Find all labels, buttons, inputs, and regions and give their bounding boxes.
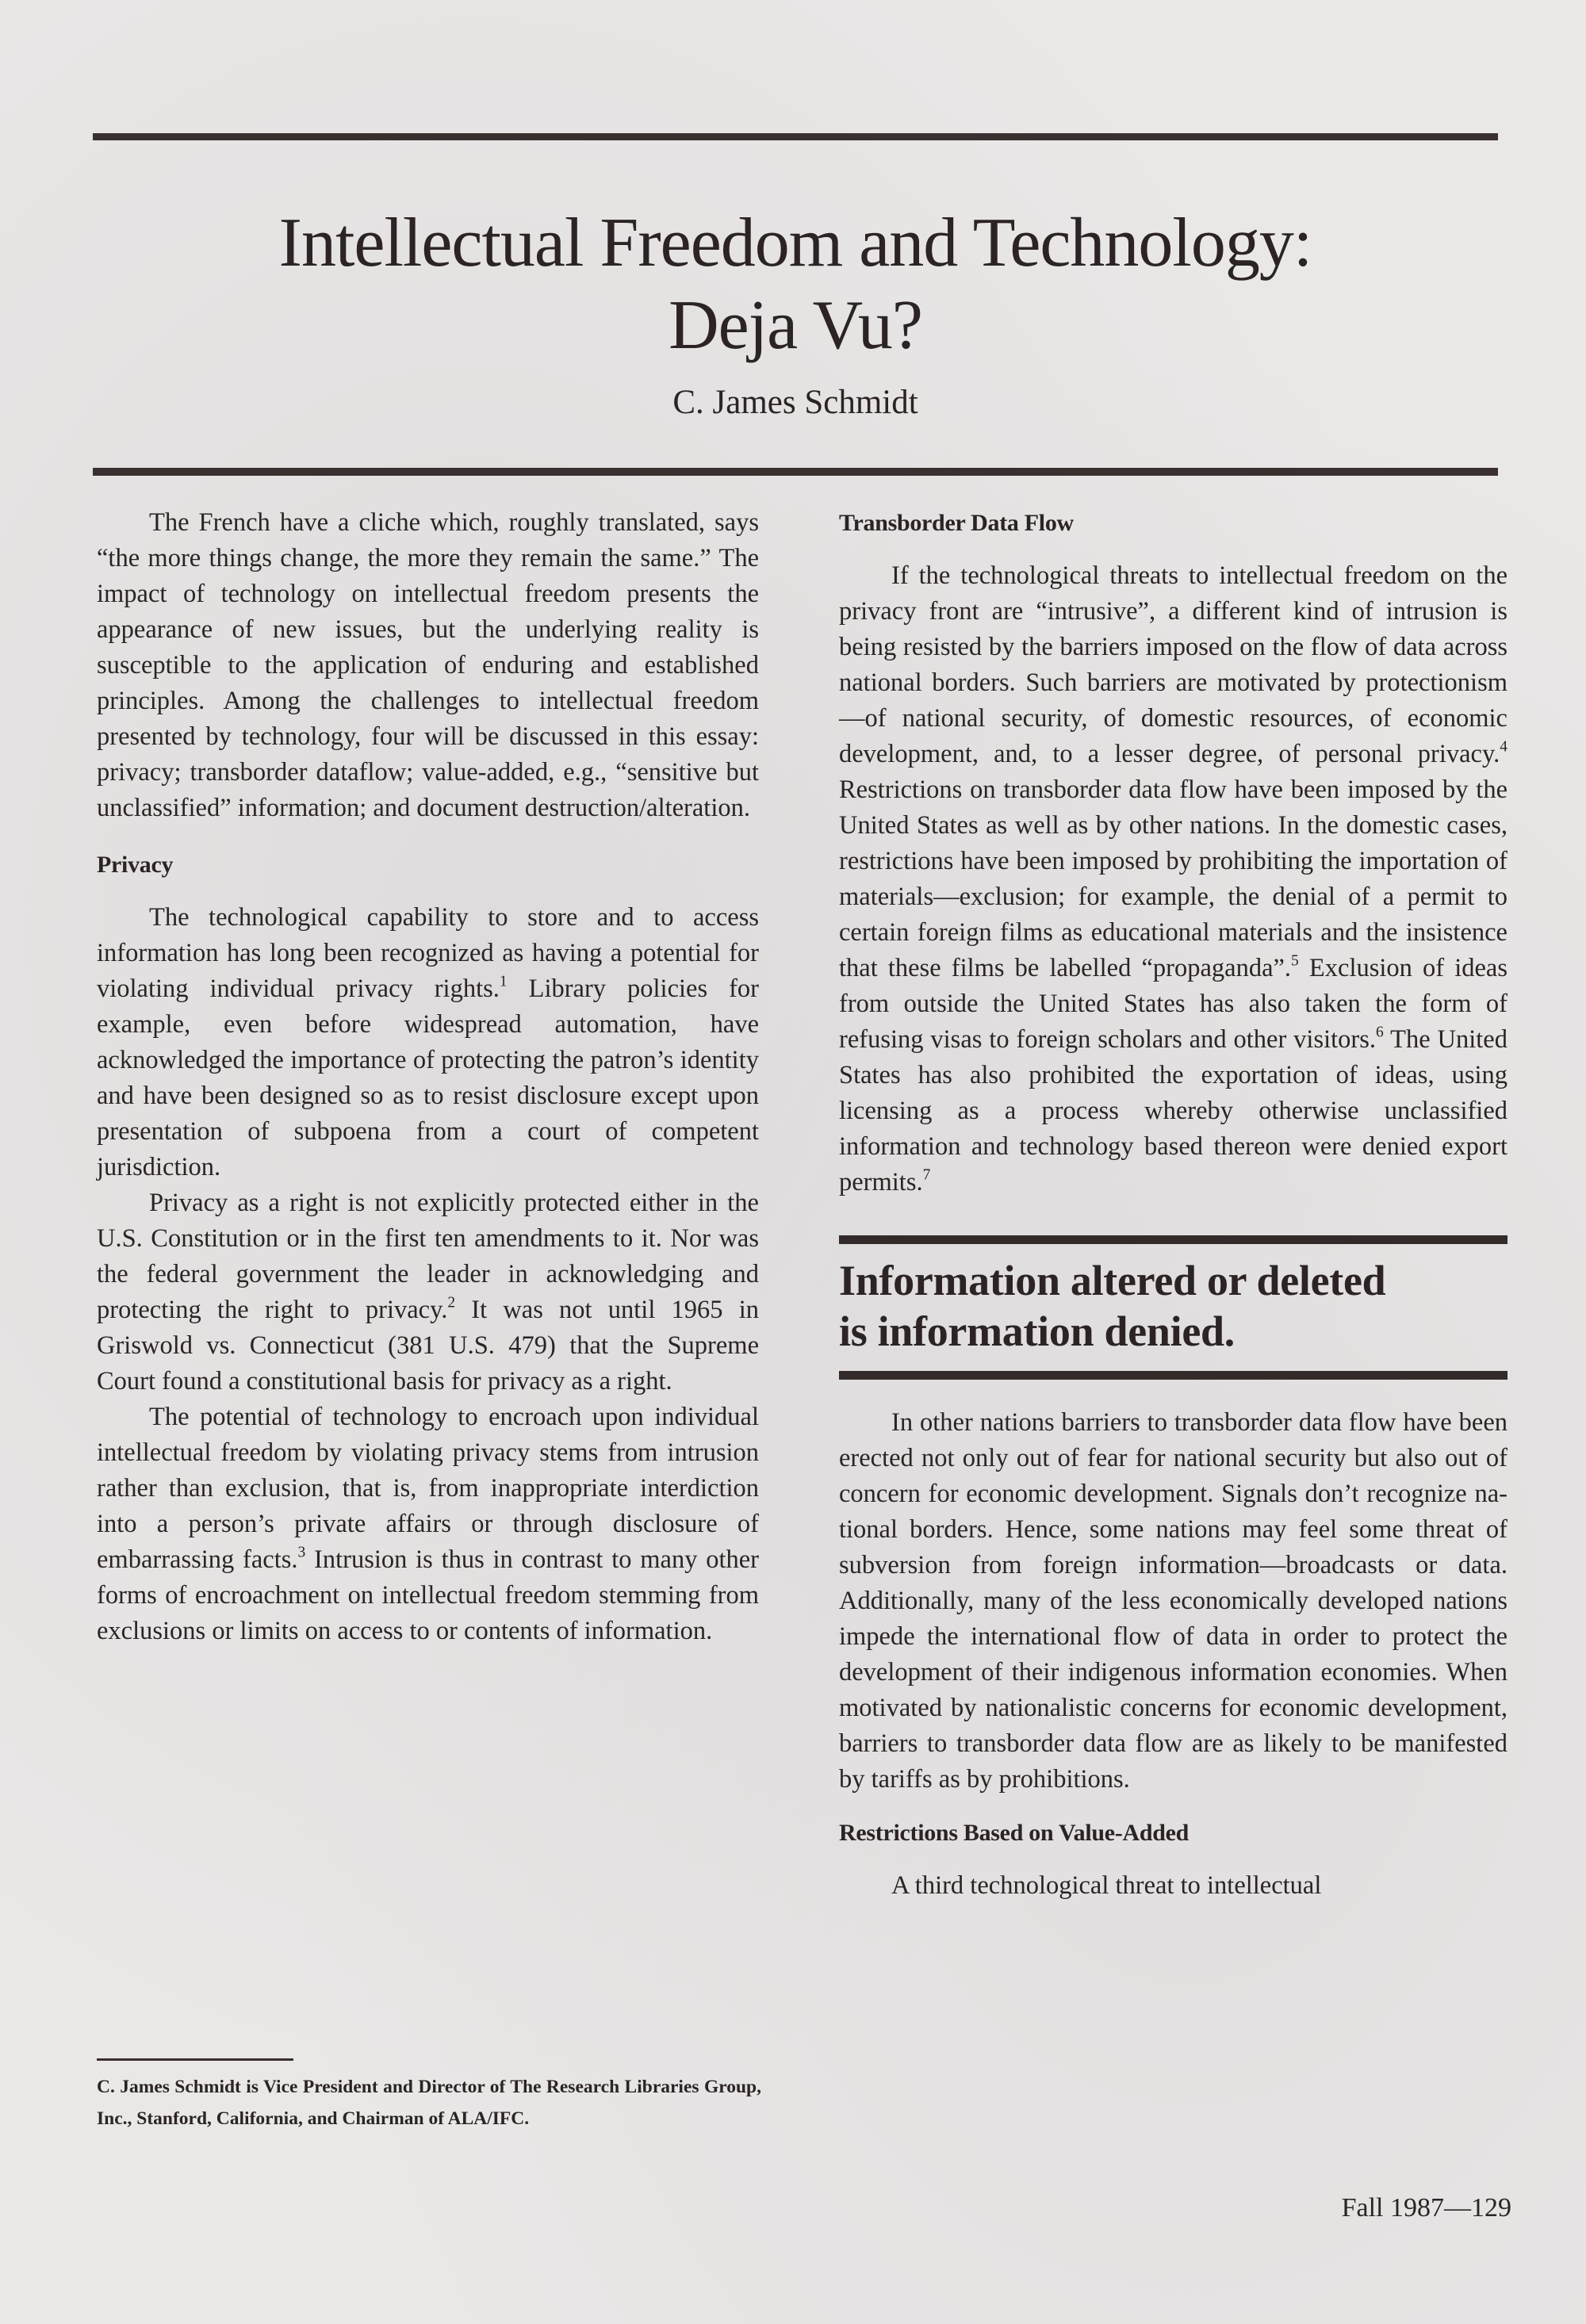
privacy-paragraph-1: The technological capability to store and to access information has long been recognized as having a potential for violating individual privacy rights.$^1$ Library policies for example, even before widespread automation, have acknowledged the importance of protecting the patron’s identity and have been designed so as to resist disclosure except upon presentation of subpoena from a court of competent jurisdiction. bbox=[97, 903, 759, 1181]
article-title bbox=[93, 202, 1498, 367]
intro-paragraph: The French have a cliche which, roughly translated, says “the more things change, the more they remain the same.” The impact of technology on intellectual freedom presents the appearance of new issues, but the underlying reality is susceptible to the application of enduring and established principles. Among the challenges to intellectual freedom presented by technology, four will be discussed in this essay: privacy; transborder dataflow; value-added, e.g., “sensitive but unclassified” information; and document destruction/alteration. bbox=[97, 508, 759, 822]
title-top-rule bbox=[93, 133, 1498, 140]
value-added-paragraph-1: A third technological threat to intellectual bbox=[891, 1871, 1322, 1900]
pull-quote-line-2: is information denied. bbox=[839, 1307, 1235, 1355]
section-heading-value-added: Restrictions Based on Value-Added bbox=[839, 1820, 1189, 1846]
transborder-paragraph-1: If the technological threats to intellectual freedom on the privacy front are “intrusive”, a different kind of intrusion is being resisted by the barriers imposed on the flow of data across national borders. Such barriers are motivated by protectionism—of national security, of domestic resources, of economic development, and, to a lesser degree, of personal privacy.$^4$ Restrictions on transborder data flow have been imposed by the United States as well as by other nations. In the domestic cases, restrictions have been imposed by prohibiting the importation of materials—exclusion; for example, the denial of a permit to certain foreign films as educational materials and the insistence that these films be labelled “propaganda”.$^5$ Exclusion of ideas from outside the United States has also taken the form of refusing visas to foreign scholars and other visitors.$^6$ The United States has also prohibited the exportation of ideas, using licensing as a process whereby otherwise unclassified information and technology based thereon were denied export permits.$^7$ bbox=[839, 561, 1507, 1196]
section-heading-transborder-data-flow: Transborder Data Flow bbox=[839, 510, 1074, 536]
left-column bbox=[97, 505, 759, 1649]
author-bio-footnote: C. James Schmidt is Vice President and Director of The Research Libraries Group, Inc., Stanford, California, and Chairman of ALA/IFC. bbox=[97, 2077, 761, 2129]
pull-quote bbox=[839, 1235, 1507, 1380]
footnote-rule bbox=[97, 2058, 293, 2061]
footnote-ref-6: 6 bbox=[1376, 1024, 1384, 1041]
title-line-1: Intellectual Freedom and Technology: bbox=[278, 205, 1312, 281]
title-bottom-rule bbox=[93, 468, 1498, 476]
footnote-ref-1: 1 bbox=[499, 973, 508, 990]
title-line-2: Deja Vu? bbox=[668, 287, 922, 364]
footnote-ref-4: 4 bbox=[1500, 738, 1507, 756]
privacy-paragraph-3: The potential of technology to encroach upon individual intellectual freedom by violating privacy stems from intrusion rather than exclusion, that is, from inappropriate interdiction into a person’s private affairs or through disclosure of embarrassing facts.$^3$ Intrusion is thus in contrast to many other forms of encroachment on intellectual freedom stemming from exclusions or limits on access to or contents of information. bbox=[97, 1403, 759, 1645]
section-heading-privacy: Privacy bbox=[97, 852, 174, 878]
transborder-paragraph-2: In other nations barriers to transborder data flow have been erected not only out of fear for national security but also out of concern for economic development. Signals don’t recognize national borders. Hence, some nations may feel some threat of subversion from foreign information—broadcasts or data. Additionally, many of the less economically developed nations impede the international flow of data in order to protect the development of their indigenous information economies. When motivated by nationalistic concerns for economic development, barriers to transborder data flow are as likely to be manifested by tariffs as by prohibitions. bbox=[839, 1408, 1507, 1794]
right-column bbox=[839, 505, 1507, 1904]
author-byline: C. James Schmidt bbox=[672, 384, 918, 421]
footnote-ref-2: 2 bbox=[447, 1294, 456, 1311]
page-folio: Fall 1987—129 bbox=[1341, 2193, 1511, 2223]
footnote-ref-7: 7 bbox=[922, 1166, 931, 1184]
footnote-ref-3: 3 bbox=[297, 1544, 306, 1561]
pull-quote-line-1: Information altered or deleted bbox=[839, 1257, 1386, 1304]
privacy-paragraph-2: Privacy as a right is not explicitly protected either in the U.S. Constitution or in the first ten amendments to it. Nor was the federal government the leader in acknowledging and protecting the right to privacy.$^2$ It was not until 1965 in Griswold vs. Connecticut (381 U.S. 479) that the Supreme Court found a constitutional basis for privacy as a right. bbox=[97, 1189, 759, 1396]
footnote-ref-5: 5 bbox=[1291, 952, 1299, 970]
